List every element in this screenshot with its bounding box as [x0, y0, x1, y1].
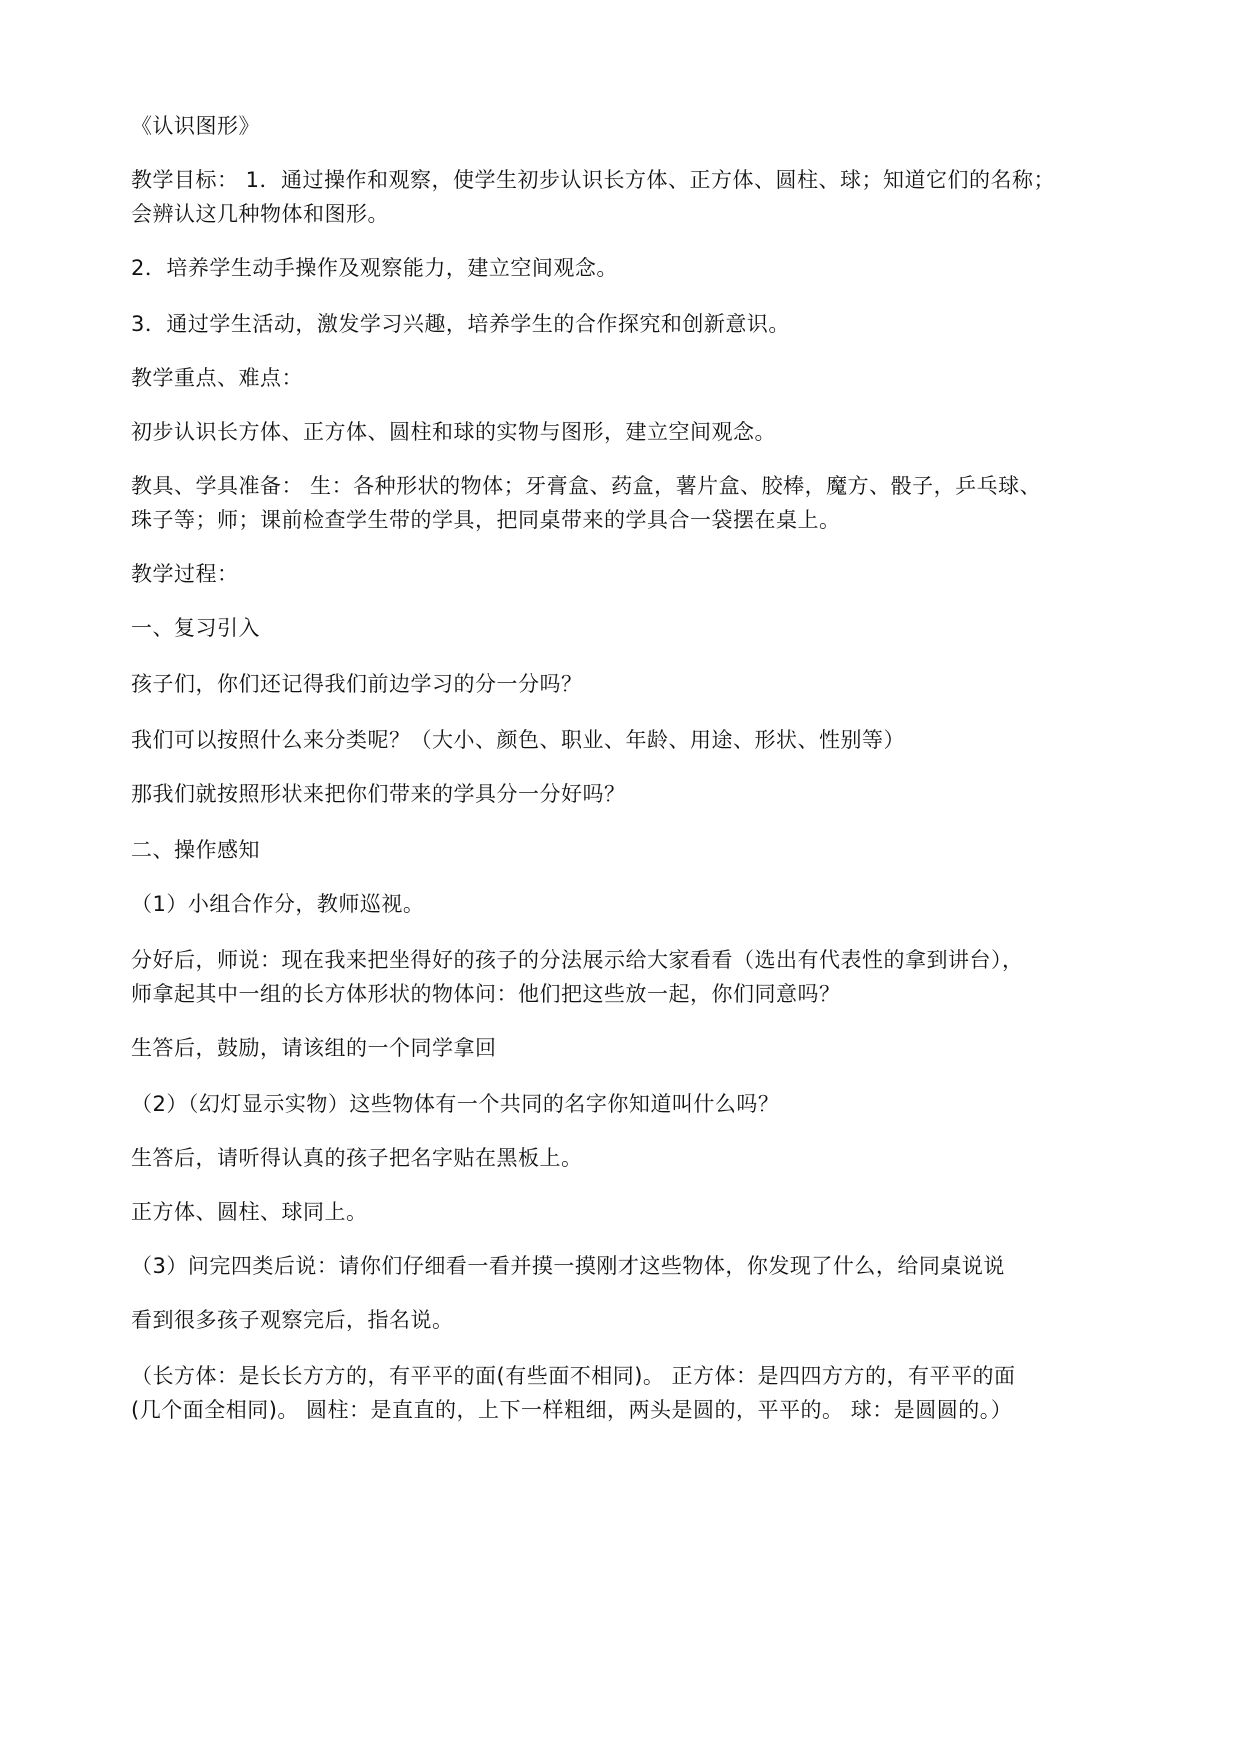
- paragraph: 我们可以按照什么来分类呢？（大小、颜色、职业、年龄、用途、形状、性别等）: [131, 728, 905, 752]
- paragraph-line2: (几个面全相同)。 圆柱：是直直的，上下一样粗细，两头是圆的，平平的。 球：是圆圆的。）: [131, 1398, 1013, 1422]
- teaching-goal-3: 3．通过学生活动，激发学习兴趣，培养学生的合作探究和创新意识。: [131, 312, 790, 336]
- preparation-line1: 教具、学具准备： 生：各种形状的物体；牙膏盒、药盒，薯片盒、胶棒，魔方、骰子，乒乓球、: [131, 474, 1042, 498]
- teaching-goal-1-line1: 教学目标： 1．通过操作和观察，使学生初步认识长方体、正方体、圆柱、球；知道它们的名称；: [131, 168, 1056, 192]
- paragraph-line2: 师拿起其中一组的长方体形状的物体问：他们把这些放一起，你们同意吗？: [131, 982, 841, 1006]
- paragraph-line1: （长方体：是长长方方的，有平平的面(有些面不相同)。 正方体：是四四方方的，有平平的面: [131, 1364, 1016, 1388]
- step-1: （1）小组合作分，教师巡视。: [131, 892, 425, 916]
- step-3: （3）问完四类后说：请你们仔细看一看并摸一摸刚才这些物体，你发现了什么，给同桌说说: [131, 1254, 1005, 1278]
- paragraph: 生答后，鼓励，请该组的一个同学拿回: [131, 1036, 497, 1060]
- section-operation-heading: 二、操作感知: [131, 838, 260, 862]
- teaching-goal-2: 2．培养学生动手操作及观察能力，建立空间观念。: [131, 256, 618, 280]
- preparation-line2: 珠子等；师；课前检查学生带的学具，把同桌带来的学具合一袋摆在桌上。: [131, 508, 841, 532]
- paragraph: 那我们就按照形状来把你们带来的学具分一分好吗？: [131, 782, 626, 806]
- step-2: （2）（幻灯显示实物）这些物体有一个共同的名字你知道叫什么吗？: [131, 1092, 780, 1116]
- key-points-text: 初步认识长方体、正方体、圆柱和球的实物与图形，建立空间观念。: [131, 420, 776, 444]
- paragraph: 生答后，请听得认真的孩子把名字贴在黑板上。: [131, 1146, 583, 1170]
- teaching-goal-1-line2: 会辨认这几种物体和图形。: [131, 202, 389, 226]
- process-label: 教学过程：: [131, 562, 239, 586]
- paragraph: 孩子们，你们还记得我们前边学习的分一分吗？: [131, 672, 583, 696]
- paragraph: 正方体、圆柱、球同上。: [131, 1200, 368, 1224]
- paragraph-line1: 分好后，师说：现在我来把坐得好的孩子的分法展示给大家看看（选出有代表性的拿到讲台），: [131, 948, 1024, 972]
- paragraph: 看到很多孩子观察完后，指名说。: [131, 1308, 454, 1332]
- key-points-label: 教学重点、难点：: [131, 366, 303, 390]
- section-review-heading: 一、复习引入: [131, 616, 260, 640]
- document-title: 《认识图形》: [131, 114, 260, 138]
